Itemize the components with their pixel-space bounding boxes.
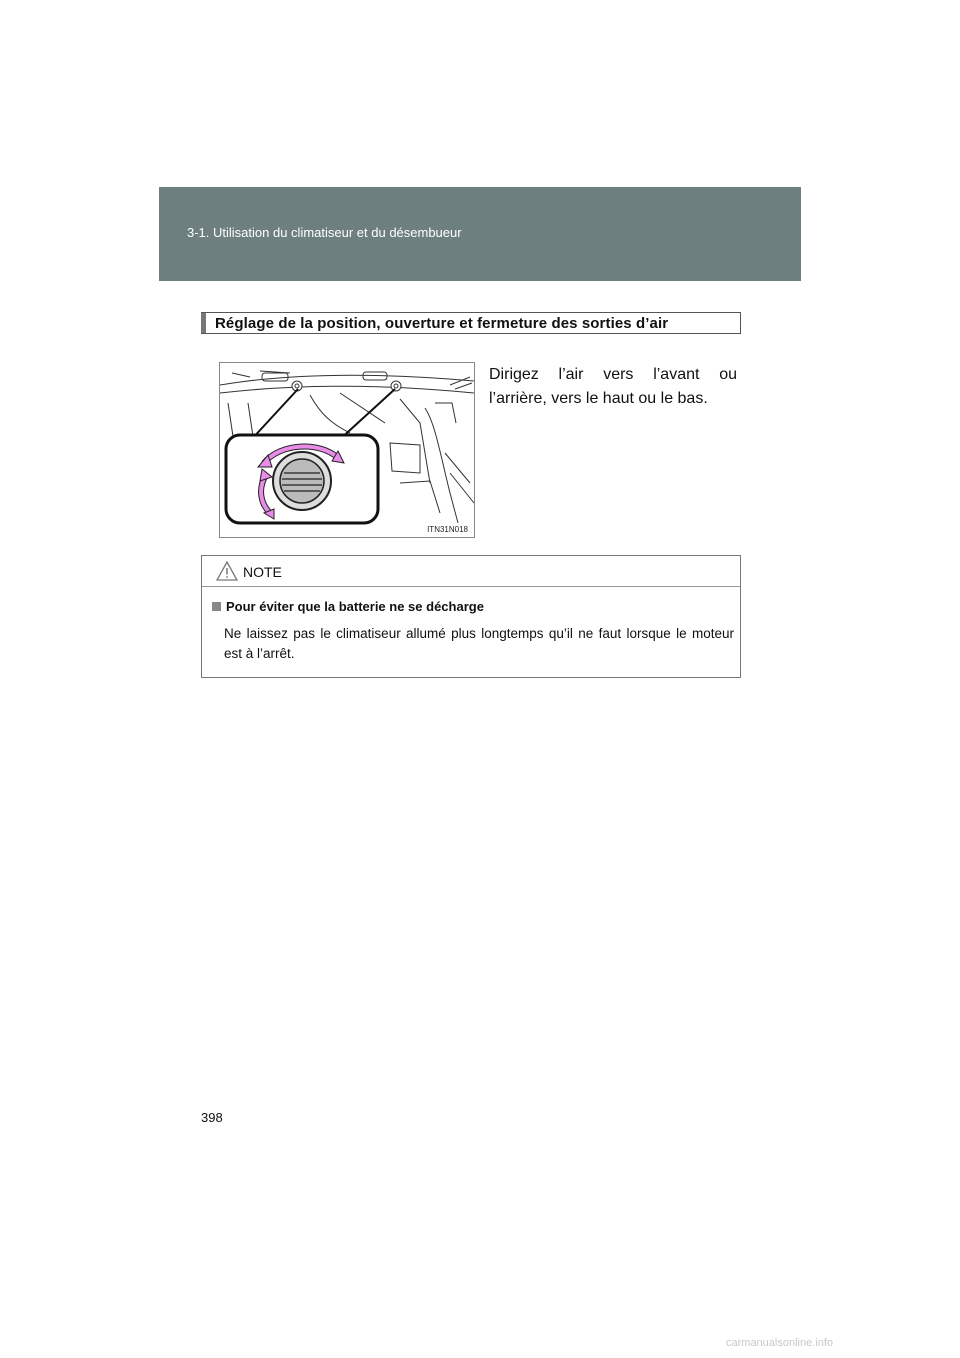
note-label: NOTE — [243, 564, 282, 580]
chapter-title: 3-1. Utilisation du climatiseur et du désembueur — [187, 225, 462, 240]
air-vent-illustration — [219, 362, 475, 538]
chapter-header — [159, 187, 801, 281]
section-title: Réglage de la position, ouverture et fermeture des sorties d’air — [215, 315, 669, 332]
note-text: Ne laissez pas le climatiseur allumé plus longtemps qu’il ne faut lorsque le moteur est à l’arrêt. — [224, 626, 734, 661]
note-box — [201, 555, 741, 678]
section-heading — [201, 312, 741, 334]
note-subtitle: Pour éviter que la batterie ne se décharge — [226, 599, 484, 614]
page-number: 398 — [201, 1110, 223, 1125]
heading-bar — [201, 313, 206, 333]
note-subtitle-row — [212, 599, 484, 614]
watermark: carmanualsonline.info — [726, 1337, 834, 1349]
vent-drawing — [220, 363, 474, 537]
square-bullet-icon — [212, 602, 221, 611]
note-header — [202, 556, 740, 587]
instruction-text: Dirigez l’air vers l’avant ou l’arrière, vers le haut ou le bas. — [489, 366, 737, 407]
figure-code: ITN31N018 — [427, 525, 468, 534]
warning-icon — [216, 561, 238, 581]
